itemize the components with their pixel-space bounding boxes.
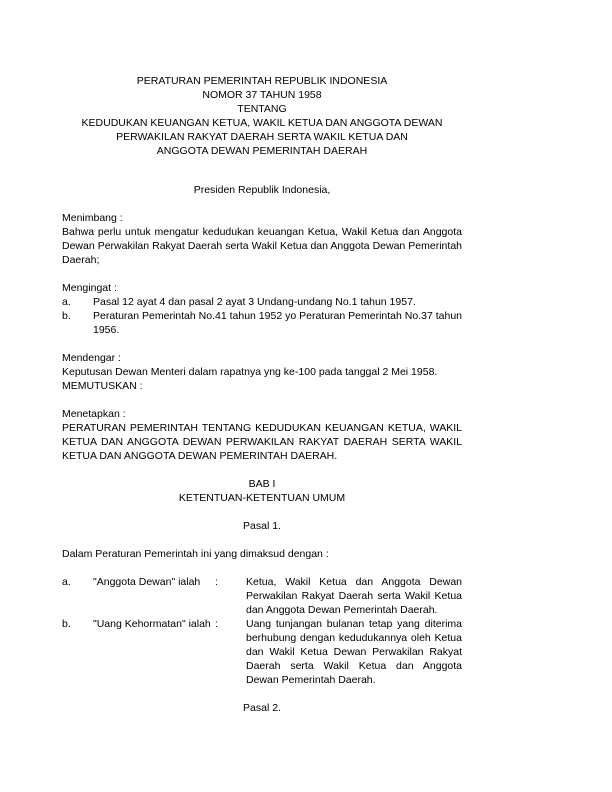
list-text: Pasal 12 ayat 4 dan pasal 2 ayat 3 Undang-undang No.1 tahun 1957.	[93, 296, 416, 308]
menetapkan-body: PERATURAN PEMERINTAH TENTANG KEDUDUKAN KEUANGAN KETUA, WAKIL KETUA DAN ANGGOTA DEWAN PERWAKILAN RAKYAT DAERAH SERTA WAKIL KETUA DAN ANGGOTA DEWAN PEMERINTAH DAERAH.	[62, 422, 462, 462]
definition-marker: a.	[62, 576, 71, 588]
title-line-6: ANGGOTA DEWAN PEMERINTAH DAERAH	[156, 145, 368, 157]
title-line-2: NOMOR 37 TAHUN 1958	[202, 89, 322, 101]
title-line-4: KEDUDUKAN KEUANGAN KETUA, WAKIL KETUA DAN ANGGOTA DEWAN	[81, 117, 443, 129]
definition-term: "Uang Kehormatan" ialah	[93, 618, 211, 630]
definition-marker: b.	[62, 618, 71, 630]
menimbang-body: Bahwa perlu untuk mengatur kedudukan keuangan Ketua, Wakil Ketua dan Anggota Dewan Perwakilan Rakyat Daerah serta Wakil Ketua dan Anggota Dewan Pemerintah Daerah;	[62, 226, 462, 266]
definition-list	[62, 575, 462, 687]
title-line-3: TENTANG	[237, 103, 287, 115]
menimbang-label: Menimbang :	[62, 212, 123, 224]
definition-text: Uang tunjangan bulanan tetap yang diterima berhubung dengan kedudukannya oleh Ketua dan Wakil Ketua Dewan Perwakilan Rakyat Daerah serta Wakil Ketua dan Anggota Dewan Pemerintah Daerah.	[246, 618, 462, 686]
list-marker: b.	[62, 310, 71, 322]
definition-colon: :	[215, 618, 218, 630]
definition-text: Ketua, Wakil Ketua dan Anggota Dewan Perwakilan Rakyat Daerah serta Wakil Ketua dan Anggota Dewan Pemerintah Daerah.	[246, 576, 462, 616]
list-marker: a.	[62, 296, 71, 308]
bab-title: KETENTUAN-KETENTUAN UMUM	[178, 492, 346, 504]
salutation: Presiden Republik Indonesia,	[193, 184, 331, 196]
definition-term: "Anggota Dewan" ialah	[93, 576, 201, 588]
list-text: Peraturan Pemerintah No.41 tahun 1952 yo Peraturan Pemerintah No.37 tahun 1956.	[93, 310, 462, 336]
document-title	[62, 74, 462, 158]
pasal2-heading: Pasal 2.	[243, 702, 281, 714]
mengingat-item-a	[62, 295, 462, 309]
mengingat-item-b	[62, 309, 462, 337]
definition-row-b	[62, 617, 462, 687]
section-mendengar	[62, 351, 462, 393]
bab-number: BAB I	[248, 478, 276, 490]
mengingat-label: Mengingat :	[62, 282, 117, 294]
title-line-5: PERWAKILAN RAKYAT DAERAH SERTA WAKIL KETUA DAN	[116, 131, 408, 143]
document-content	[62, 74, 462, 715]
mendengar-label: Mendengar :	[62, 352, 121, 364]
definition-row-a	[62, 575, 462, 617]
pasal1-intro: Dalam Peraturan Pemerintah ini yang dimaksud dengan :	[62, 548, 329, 560]
title-line-1: PERATURAN PEMERINTAH REPUBLIK INDONESIA	[136, 75, 388, 87]
section-menimbang	[62, 211, 462, 267]
pasal1-heading: Pasal 1.	[243, 520, 281, 532]
mendengar-body: Keputusan Dewan Menteri dalam rapatnya yng ke-100 pada tanggal 2 Mei 1958.	[62, 366, 438, 378]
section-menetapkan	[62, 407, 462, 463]
section-mengingat	[62, 281, 462, 337]
menetapkan-label: Menetapkan :	[62, 408, 126, 420]
memutuskan-label: MEMUTUSKAN :	[62, 380, 143, 392]
bab-heading	[62, 477, 462, 505]
definition-colon: :	[215, 576, 218, 588]
